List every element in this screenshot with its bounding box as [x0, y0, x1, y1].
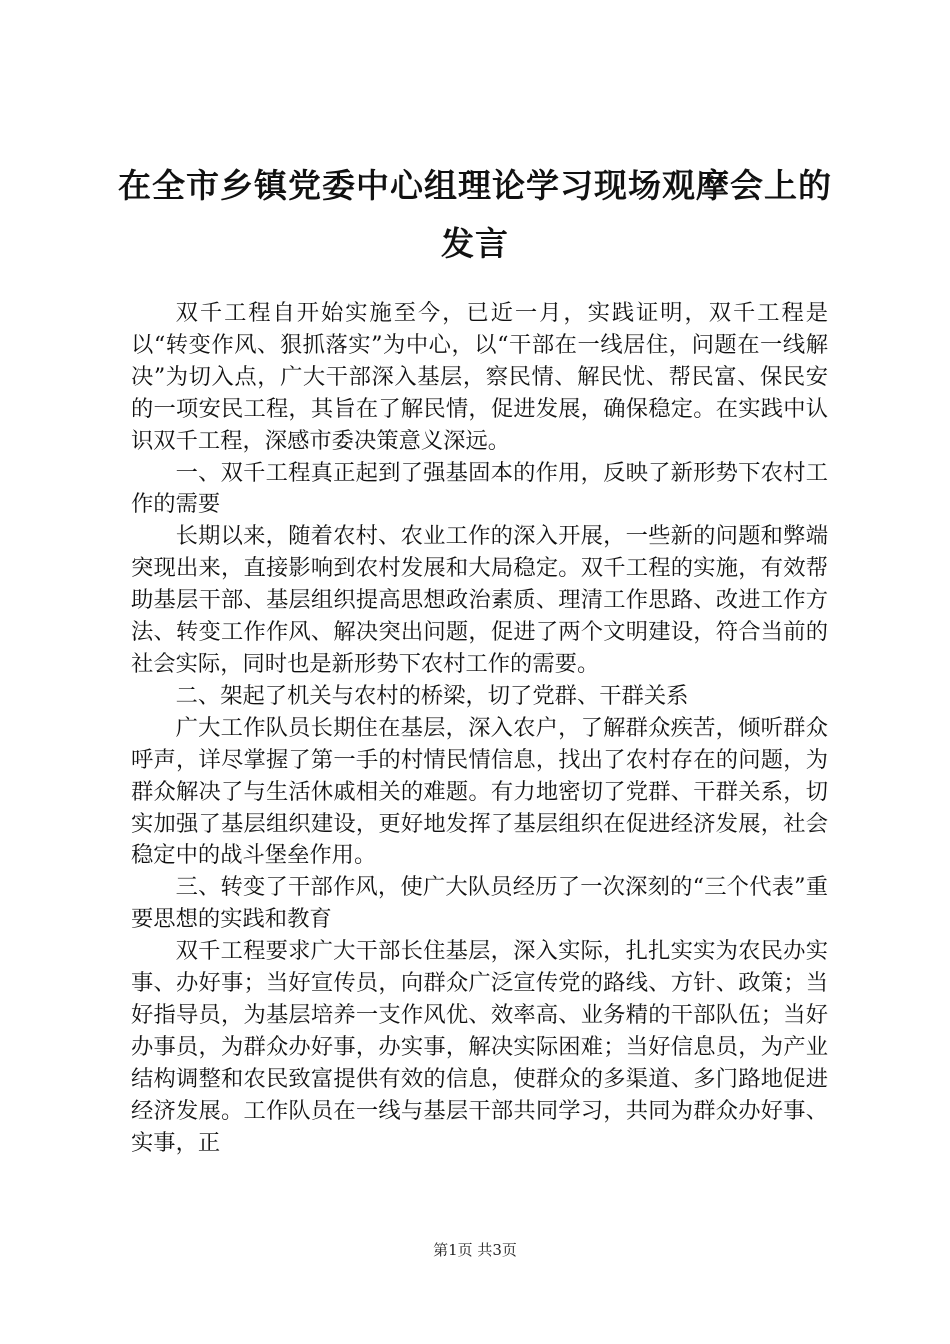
paragraph-section-2: 广大工作队员长期住在基层，深入农户，了解群众疾苦，倾听群众呼声，详尽掌握了第一手的村情民情信息，找出了农村存在的问题，为群众解决了与生活休戚相关的难题。有力地密切了党群、干群关系，切实加强了基层组织建设，更好地发挥了基层组织在促进经济发展，社会稳定中的战斗堡垒作用。: [131, 714, 828, 869]
section-heading-2: 二、架起了机关与农村的桥梁，切了党群、干群关系: [175, 682, 689, 709]
paragraph-section-1: 长期以来，随着农村、农业工作的深入开展，一些新的问题和弊端突现出来，直接影响到农村发展和大局稳定。双千工程的实施，有效帮助基层干部、基层组织提高思想政治素质、理清工作思路、改进工作方法、转变工作作风、解决突出问题，促进了两个文明建设，符合当前的社会实际，同时也是新形势下农村工作的需要。: [131, 523, 828, 677]
paragraph-section-3: 双千工程要求广大干部长住基层，深入实际，扎扎实实为农民办实事、办好事；当好宣传员，向群众广泛宣传党的路线、方针、政策；当好指导员，为基层培养一支作风优、效率高、业务精的干部队伍；当好办事员，为群众办好事，办实事，解决实际困难；当好信息员，为产业结构调整和农民致富提供有效的信息，使群众的多渠道、多门路地促进经济发展。工作队员在一线与基层干部共同学习，共同为群众办好事、实事，正: [131, 938, 828, 1156]
page-number-footer: 第1页 共3页: [433, 1241, 517, 1259]
section-heading-3: 三、转变了干部作风，使广大队员经历了一次深刻的“三个代表”重要思想的实践和教育: [131, 874, 828, 933]
document-body: [131, 298, 828, 1159]
paragraph-intro: 双千工程自开始实施至今，已近一月，实践证明，双千工程是以“转变作风、狠抓落实”为中心，以“干部在一线居住，问题在一线解决”为切入点，广大干部深入基层，察民情、解民忧、帮民富、保民安的一项安民工程，其旨在了解民情，促进发展，确保稳定。在实践中认识双千工程，深感市委决策意义深远。: [131, 300, 828, 454]
section-heading-1: 一、双千工程真正起到了强基固本的作用，反映了新形势下农村工作的需要: [131, 459, 828, 518]
document-title: 在全市乡镇党委中心组理论学习现场观摩会上的发言: [118, 166, 832, 263]
